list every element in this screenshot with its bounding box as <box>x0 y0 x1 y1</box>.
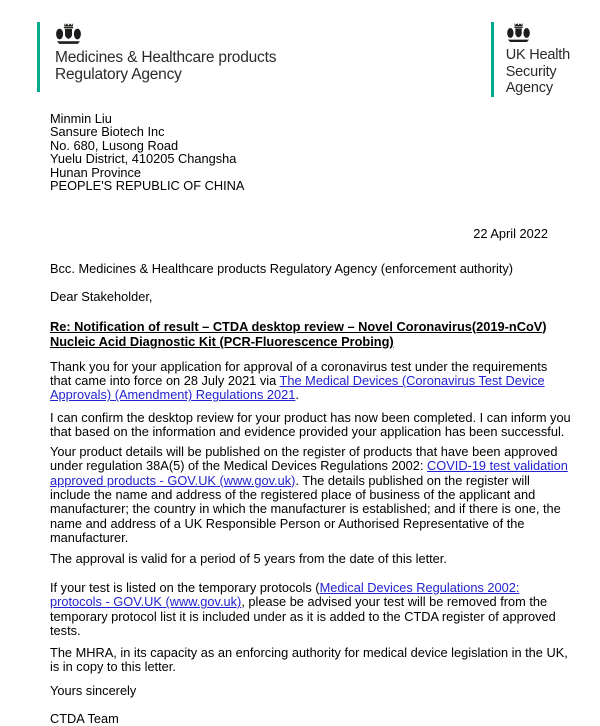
paragraph-mhra-copy: The MHRA, in its capacity as an enforcing authority for medical device legislation in the UK, is in copy to this letter. <box>50 644 568 674</box>
mhra-logo-text-line2: Regulatory Agency <box>55 66 182 83</box>
p5-text-before: If your test is listed on the temporary protocols ( <box>50 579 320 595</box>
paragraph-review-completed: I can confirm the desktop review for your product has now been completed. I can inform you that based on the information and evidence provided your application has been successful. <box>50 409 571 440</box>
recipient-province: Hunan Province <box>50 164 142 180</box>
recipient-street: No. 680, Lusong Road <box>50 137 179 153</box>
mhra-logo <box>37 22 276 92</box>
recipient-name: Minmin Liu <box>50 111 112 126</box>
p1-text-after: . <box>295 387 299 403</box>
recipient-address <box>50 112 572 192</box>
link-covid19-test-validation-approved-products[interactable]: COVID-19 test validation approved products - GOV.UK (www.gov.uk) <box>50 458 568 488</box>
recipient-district: Yuelu District, 410205 Changsha <box>50 151 237 167</box>
bcc-line: Bcc. Medicines & Healthcare products Regulatory Agency (enforcement authority) <box>50 260 514 276</box>
paragraph-register-details <box>50 445 572 546</box>
royal-crest-icon <box>55 22 276 45</box>
ukhsa-logo <box>491 22 570 97</box>
mhra-logo-text-line1: Medicines & Healthcare products <box>55 49 277 66</box>
recipient-company: Sansure Biotech Inc <box>50 124 165 140</box>
recipient-country: PEOPLE'S REPUBLIC OF CHINA <box>50 178 245 194</box>
salutation: Dear Stakeholder, <box>50 289 153 305</box>
letter-header <box>37 22 580 97</box>
letter-date: 22 April 2022 <box>473 226 548 242</box>
royal-crest-icon <box>506 22 570 43</box>
valediction: Yours sincerely <box>50 683 137 699</box>
subject-line: Re: Notification of result – CTDA desktop review – Novel Coronavirus(2019-nCoV) Nucleic Acid Diagnostic Kit (PCR-Fluorescence Probing) <box>50 318 547 350</box>
ukhsa-logo-text-line2: Security <box>505 63 557 80</box>
paragraph-application-thanks <box>50 360 572 403</box>
p1-text-before: Thank you for your application for approval of a coronavirus test under the requirements that came into force on 28 July 2021 via <box>50 358 548 389</box>
link-medical-devices-regulations-protocols[interactable]: Medical Devices Regulations 2002: protocols - GOV.UK (www.gov.uk) <box>50 579 520 610</box>
p3-text-after: . The details published on the register will include the name and address of the registered place of business of the applicant and manufacturer; the country in which the manufacturer is established; and if there is one, the name and address of a UK Responsible Person or Authorised Representative of the manufacturer. <box>50 472 561 546</box>
link-coronavirus-test-device-approvals-regulations[interactable]: The Medical Devices (Coronavirus Test Device Approvals) (Amendment) Regulations 2021 <box>50 373 545 403</box>
p5-text-after: , please be advised your test will be removed from the temporary protocol list it is included under as it is added to the CTDA register of approved tests. <box>50 594 556 639</box>
signature-ctda-team: CTDA Team <box>50 710 119 726</box>
letter-content <box>50 112 572 726</box>
ukhsa-logo-text-line1: UK Health <box>505 47 570 63</box>
ukhsa-logo-text-line3: Agency <box>505 80 553 96</box>
paragraph-temporary-protocols <box>50 581 572 639</box>
p3-text-before: Your product details will be published on the register of products that have been approved under regulation 38A(5) of the Medical Devices Regulations 2002: <box>50 443 558 474</box>
paragraph-approval-validity: The approval is valid for a period of 5 years from the date of this letter. <box>50 550 447 566</box>
